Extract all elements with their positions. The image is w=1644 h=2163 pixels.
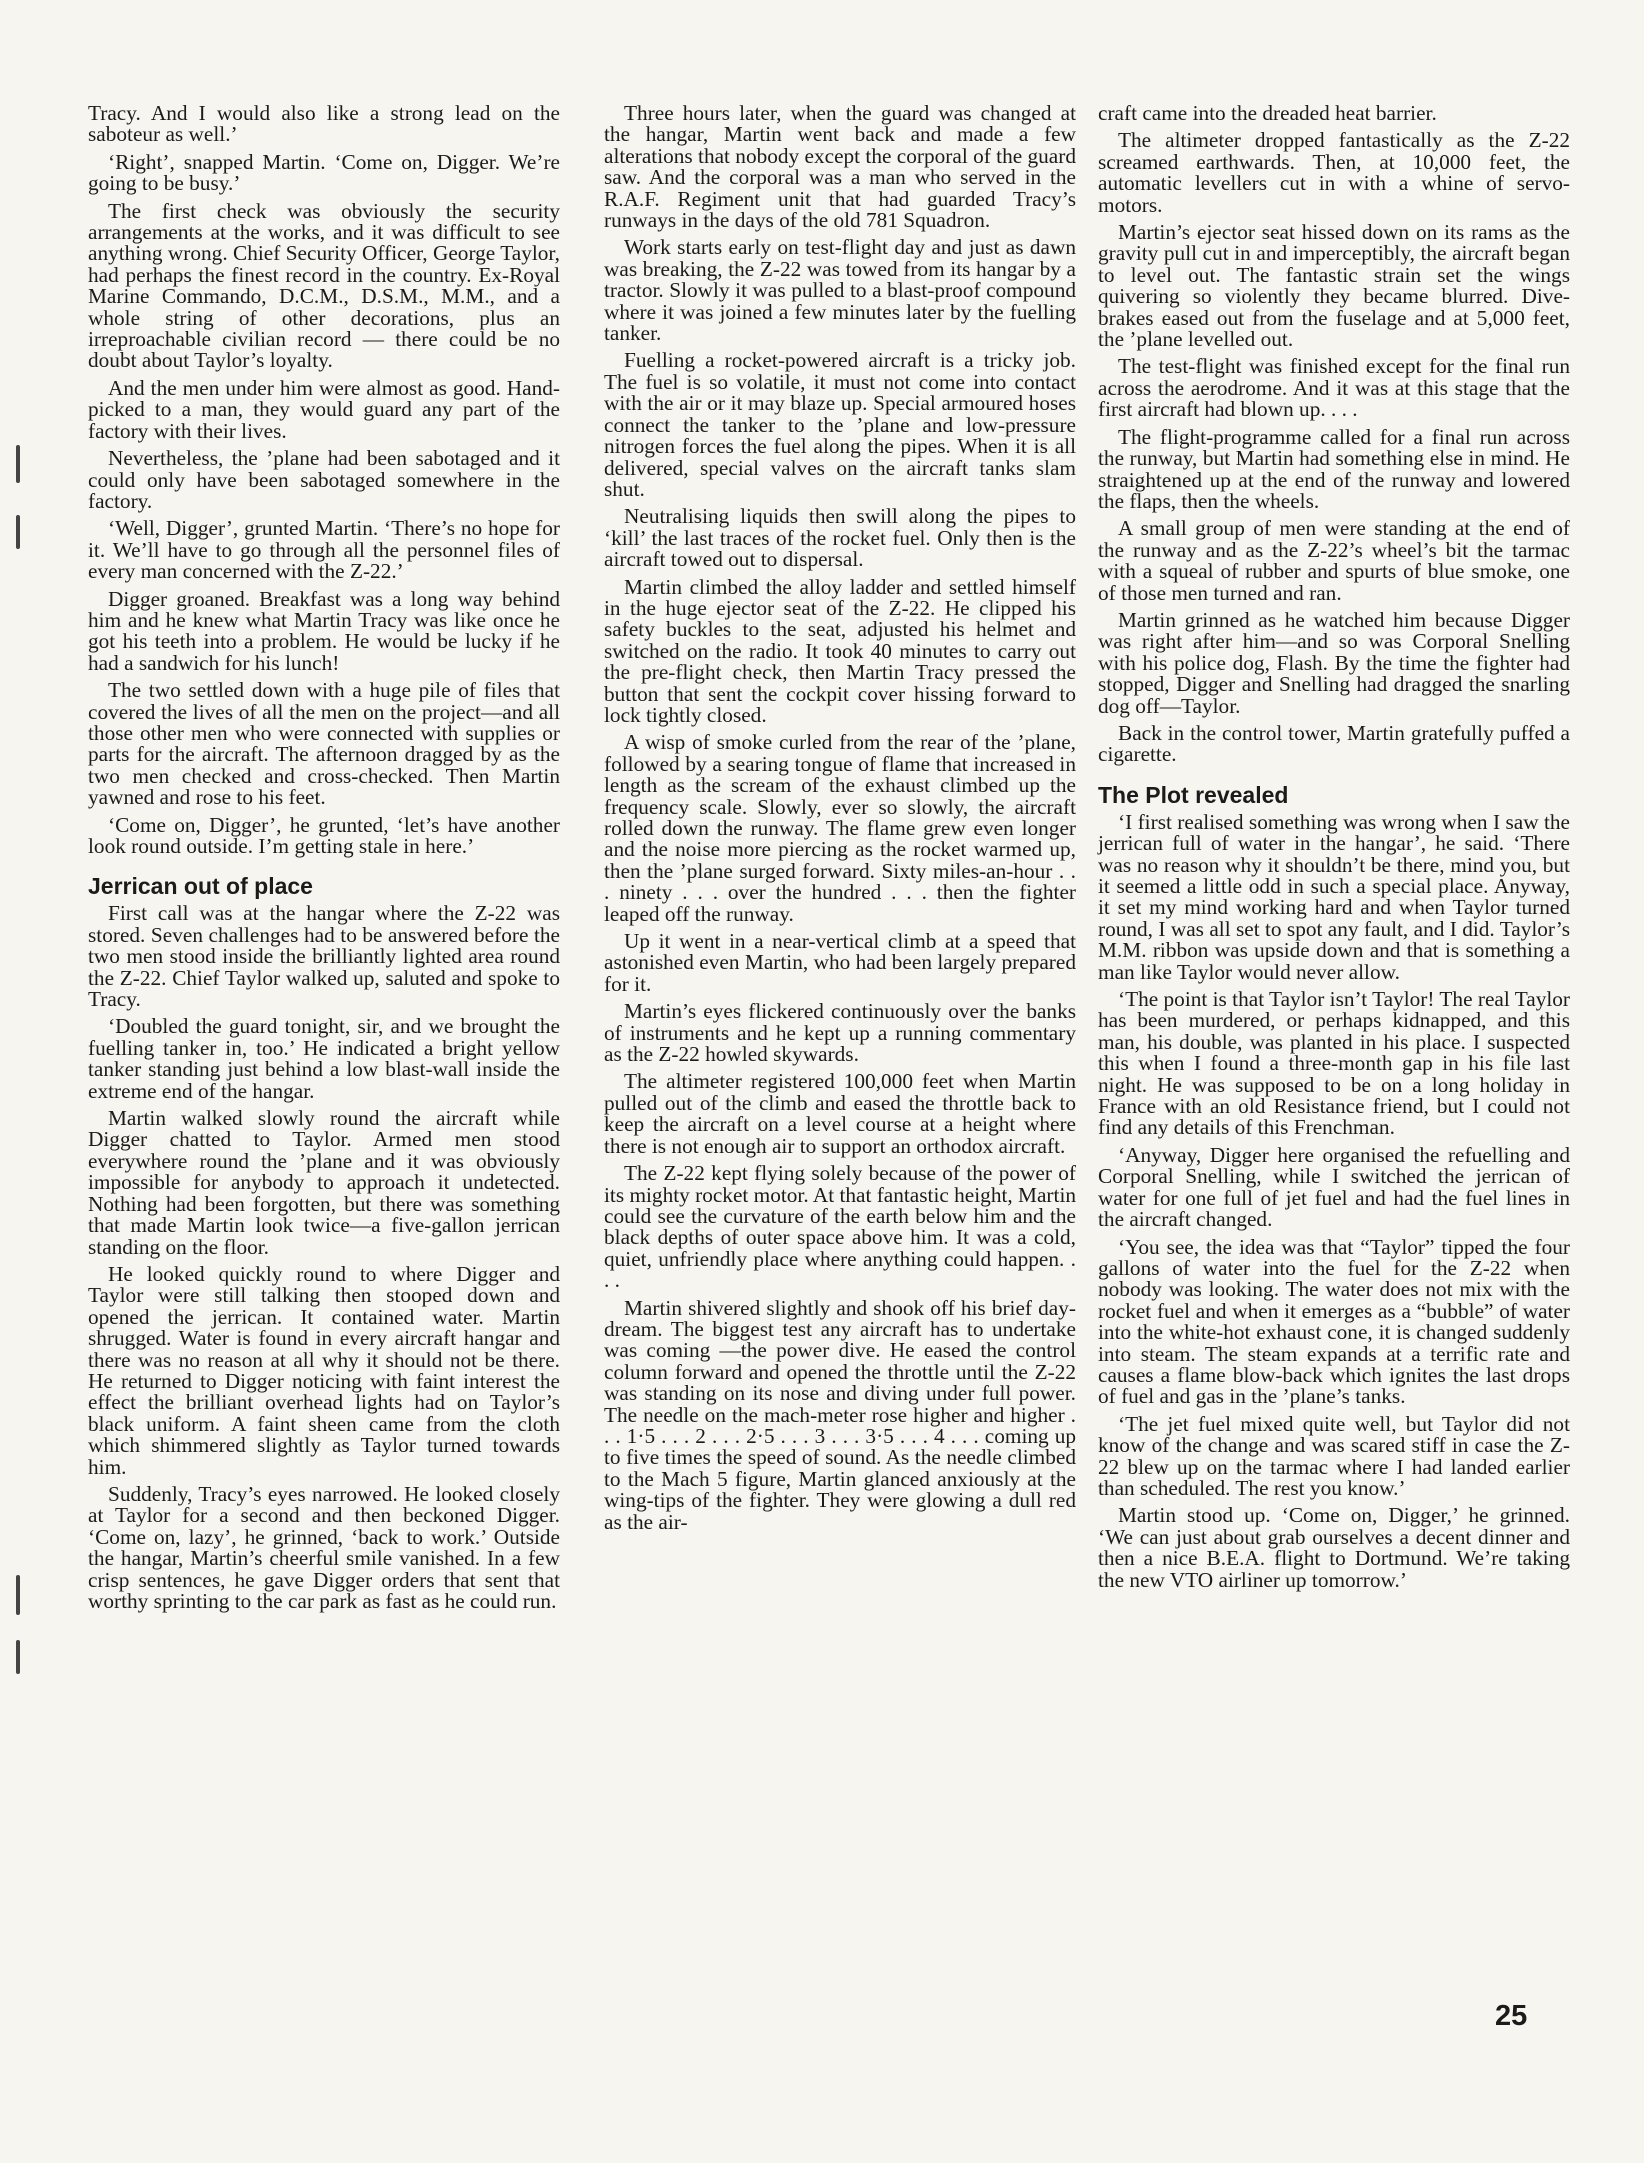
paragraph: Three hours later, when the guard was changed at the hangar, Martin went back and made a few alterations that nobody except the corporal of the guard saw. And the corporal was a man who served in the R.A.F. Regiment unit that had guarded Tracy’s runways in the days of the old 781 Squadron. [604, 101, 1076, 233]
paragraph: ‘Right’, snapped Martin. ‘Come on, Digger. We’re going to be busy.’ [88, 149, 560, 196]
paragraph: Work starts early on test-flight day and just as dawn was breaking, the Z-22 was towed from its hangar by a tractor. Slowly it was pulled to a blast-proof compound where it was joined a few minutes later by the fuelling tanker. [604, 235, 1076, 346]
paragraph: Back in the control tower, Martin gratefully puffed a cigarette. [1098, 720, 1570, 767]
paragraph: Martin’s eyes flickered continuously over the banks of instruments and he kept up a running commentary as the Z-22 howled skywards. [604, 999, 1076, 1067]
paragraph: craft came into the dreaded heat barrier. [1098, 101, 1437, 125]
paragraph: The two settled down with a huge pile of files that covered the lives of all the men on the project—and all those other men who were connected with supplies or parts for the aircraft. The afternoon dragged by as the two men checked and cross-checked. Then Martin yawned and rose to his feet. [88, 678, 560, 810]
paragraph: The first check was obviously the security arrangements at the works, and it was difficult to see anything wrong. Chief Security Officer, George Taylor, had perhaps the finest record in the country. Ex-Royal Marine Commando, D.C.M., D.S.M., M.M., and a whole string of other decorations, plus an irreproachable civilian record — there could be no doubt about Taylor’s loyalty. [88, 198, 560, 373]
paragraph: Martin stood up. ‘Come on, Digger,’ he grinned. ‘We can just about grab ourselves a decent dinner and then a nice B.E.A. flight to Dortmund. We’re taking the new VTO airliner up tomorrow.’ [1098, 1503, 1570, 1592]
paragraph: The altimeter registered 100,000 feet when Martin pulled out of the climb and eased the throttle back to keep the aircraft on a level course at a height where there is not enough air to support an orthodox aircraft. [604, 1069, 1076, 1158]
paragraph: ‘You see, the idea was that “Taylor” tipped the four gallons of water into the fuel for the Z-22 when nobody was looking. The water does not mix with the rocket fuel and when it emerges as a “bubble” of water into the white-hot exhaust cone, it is changed suddenly into steam. The steam expands at a terrific rate and causes a flame blow-back which ignites the last drops of fuel and gas in the ’plane’s tanks. [1098, 1234, 1570, 1409]
paragraph: First call was at the hangar where the Z-22 was stored. Seven challenges had to be answered before the two men stood inside the brilliantly lighted area round the Z-22. Chief Taylor walked up, saluted and spoke to Tracy. [88, 901, 560, 1012]
paragraph: He looked quickly round to where Digger and Taylor were still talking then stooped down and opened the jerrican. It contained water. Martin shrugged. Water is found in every aircraft hangar and there was no reason at all why it should not be there. He returned to Digger noticing with faint interest the effect the brilliant overhead lights had on Taylor’s black uniform. A faint sheen came from the cloth which shimmered slightly as Taylor turned towards him. [88, 1261, 560, 1479]
paragraph: Martin walked slowly round the aircraft while Digger chatted to Taylor. Armed men stood everywhere round the ’plane and it was obviously impossible for anybody to approach it undetected. Nothing had been forgotten, but there was something that made Martin look twice—a five-gallon jerrican standing on the floor. [88, 1106, 560, 1259]
binding-mark [16, 515, 20, 549]
section-heading: Jerrican out of place [88, 873, 313, 900]
text-column-1 [88, 103, 560, 1618]
paragraph: The Z-22 kept flying solely because of the power of its mighty rocket motor. At that fantastic height, Martin could see the curvature of the earth below him and the black depths of outer space above him. It was a cold, quiet, unfriendly place where anything could happen. . . . [604, 1161, 1077, 1293]
paragraph: The flight-programme called for a final run across the runway, but Martin had something else in mind. He straightened up at the end of the runway and lowered the flaps, then the wheels. [1098, 424, 1570, 513]
text-column-3 [1098, 103, 1570, 1597]
paragraph: ‘Well, Digger’, grunted Martin. ‘There’s no hope for it. We’ll have to go through all the personnel files of every man concerned with the Z-22.’ [88, 516, 560, 584]
page-number: 25 [1495, 2000, 1528, 2032]
paragraph: Nevertheless, the ’plane had been sabotaged and it could only have been sabotaged somewhere in the factory. [88, 446, 560, 513]
paragraph: Neutralising liquids then swill along the pipes to ‘kill’ the last traces of the rocket fuel. Only then is the aircraft towed out to dispersal. [604, 504, 1076, 572]
paragraph: The test-flight was finished except for the final run across the aerodrome. And it was at this stage that the first aircraft had blown up. . . . [1098, 354, 1570, 422]
paragraph: Martin’s ejector seat hissed down on its rams as the gravity pull cut in and imperceptibly, the aircraft began to level out. The fantastic strain set the wings quivering so violently they became blurred. Dive-brakes eased out from the fuselage and at 5,000 feet, the ’plane levelled out. [1098, 220, 1570, 352]
paragraph: Martin shivered slightly and shook off his brief day-dream. The biggest test any aircraft has to undertake was coming —the power dive. He eased the control column forward and opened the throttle until the Z-22 was standing on its nose and diving under full power. The needle on the mach-meter rose higher and higher . . . 1·5 . . . 2 . . . 2·5 . . . 3 . . . 3·5 . . . 4 . . . coming up to five times the speed of sound. As the needle climbed to the Mach 5 figure, Martin glanced anxiously at the wing-tips of the fighter. They were glowing a dull red as the air- [604, 1295, 1076, 1534]
paragraph: ‘The point is that Taylor isn’t Taylor! The real Taylor has been murdered, or perhaps kidnapped, and this man, his double, was planted in his place. I suspected this when I found a three-month gap in his file last night. He was supposed to be on a long holiday in France with an old Resistance friend, but I could not find any details of this Frenchman. [1098, 987, 1570, 1140]
paragraph: A wisp of smoke curled from the rear of the ’plane, followed by a searing tongue of flame that increased in length as the scream of the exhaust climbed up the frequency scale. Slowly, ever so slowly, the aircraft rolled down the runway. The flame grew even longer and the noise more piercing as the rocket warmed up, then the ’plane surged forward. Sixty miles-an-hour . . . ninety . . . over the hundred . . . then the fighter leaped off the runway. [604, 730, 1076, 926]
paragraph: A small group of men were standing at the end of the runway and as the Z-22’s wheel’s bit the tarmac with a squeal of rubber and spurts of blue smoke, one of those men turned and ran. [1098, 516, 1570, 605]
paragraph: ‘Doubled the guard tonight, sir, and we brought the fuelling tanker in, too.’ He indicated a bright yellow tanker standing just behind a low blast-wall inside the extreme end of the hangar. [88, 1014, 560, 1103]
paragraph: ‘I first realised something was wrong when I saw the jerrican full of water in the hangar’, he said. ‘There was no reason why it shouldn’t be there, mind you, but it seemed a little odd in such a special place. Anyway, it set my mind working hard and when Taylor turned round, I was all set to spot any fault, and I did. Taylor’s M.M. ribbon was upside down and that is something a man like Taylor would never allow. [1098, 809, 1570, 984]
paragraph: Fuelling a rocket-powered aircraft is a tricky job. The fuel is so volatile, it must not come into contact with the air or it may blaze up. Special armoured hoses connect the tanker to the ’plane and low-pressure nitrogen forces the fuel along the pipes. When it is all delivered, special valves on the aircraft tanks slam shut. [604, 348, 1076, 501]
paragraph: ‘Come on, Digger’, he grunted, ‘let’s have another look round outside. I’m getting stale in here.’ [88, 812, 560, 858]
paragraph: The altimeter dropped fantastically as the Z-22 screamed earthwards. Then, at 10,000 feet, the automatic levellers cut in with a whine of servo-motors. [1098, 128, 1570, 217]
binding-mark [16, 1575, 20, 1615]
paragraph: ‘Anyway, Digger here organised the refuelling and Corporal Snelling, while I switched the jerrican of water for one full of jet fuel and had the fuel lines in the aircraft changed. [1098, 1142, 1570, 1232]
paragraph: And the men under him were almost as good. Hand-picked to a man, they would guard any part of the factory with their lives. [88, 375, 560, 443]
paragraph: Martin grinned as he watched him because Digger was right after him—and so was Corporal Snelling with his police dog, Flash. By the time the fighter had stopped, Digger and Snelling had dragged the snarling dog off—Taylor. [1098, 607, 1570, 718]
paragraph: Martin climbed the alloy ladder and settled himself in the huge ejector seat of the Z-22. He clipped his safety buckles to the seat, adjusted his helmet and switched on the radio. It took 40 minutes to carry out the pre-flight check, then Martin Tracy pressed the button that sent the cockpit cover hissing forward to lock tightly closed. [604, 574, 1076, 727]
paragraph: Up it went in a near-vertical climb at a speed that astonished even Martin, who had been largely prepared for it. [604, 929, 1076, 996]
binding-mark [16, 445, 20, 483]
paragraph: Suddenly, Tracy’s eyes narrowed. He looked closely at Taylor for a second and then beckoned Digger. ‘Come on, lazy’, he grinned, ‘back to work.’ Outside the hangar, Martin’s cheerful smile vanished. In a few crisp sentences, he gave Digger orders that sent that worthy sprinting to the car park as fast as he could run. [88, 1481, 560, 1613]
text-column-2 [604, 103, 1076, 1539]
paragraph: Tracy. And I would also like a strong lead on the saboteur as well.’ [88, 101, 560, 147]
section-heading: The Plot revealed [1098, 781, 1289, 808]
paragraph: Digger groaned. Breakfast was a long way behind him and he knew what Martin Tracy was like once he got his teeth into a problem. He would be lucky if he had a sandwich for his lunch! [88, 586, 560, 675]
paragraph: ‘The jet fuel mixed quite well, but Taylor did not know of the change and was scared stiff in case the Z-22 blew up on the tarmac where I had landed earlier than scheduled. The rest you know.’ [1098, 1411, 1570, 1500]
binding-mark [16, 1640, 20, 1674]
